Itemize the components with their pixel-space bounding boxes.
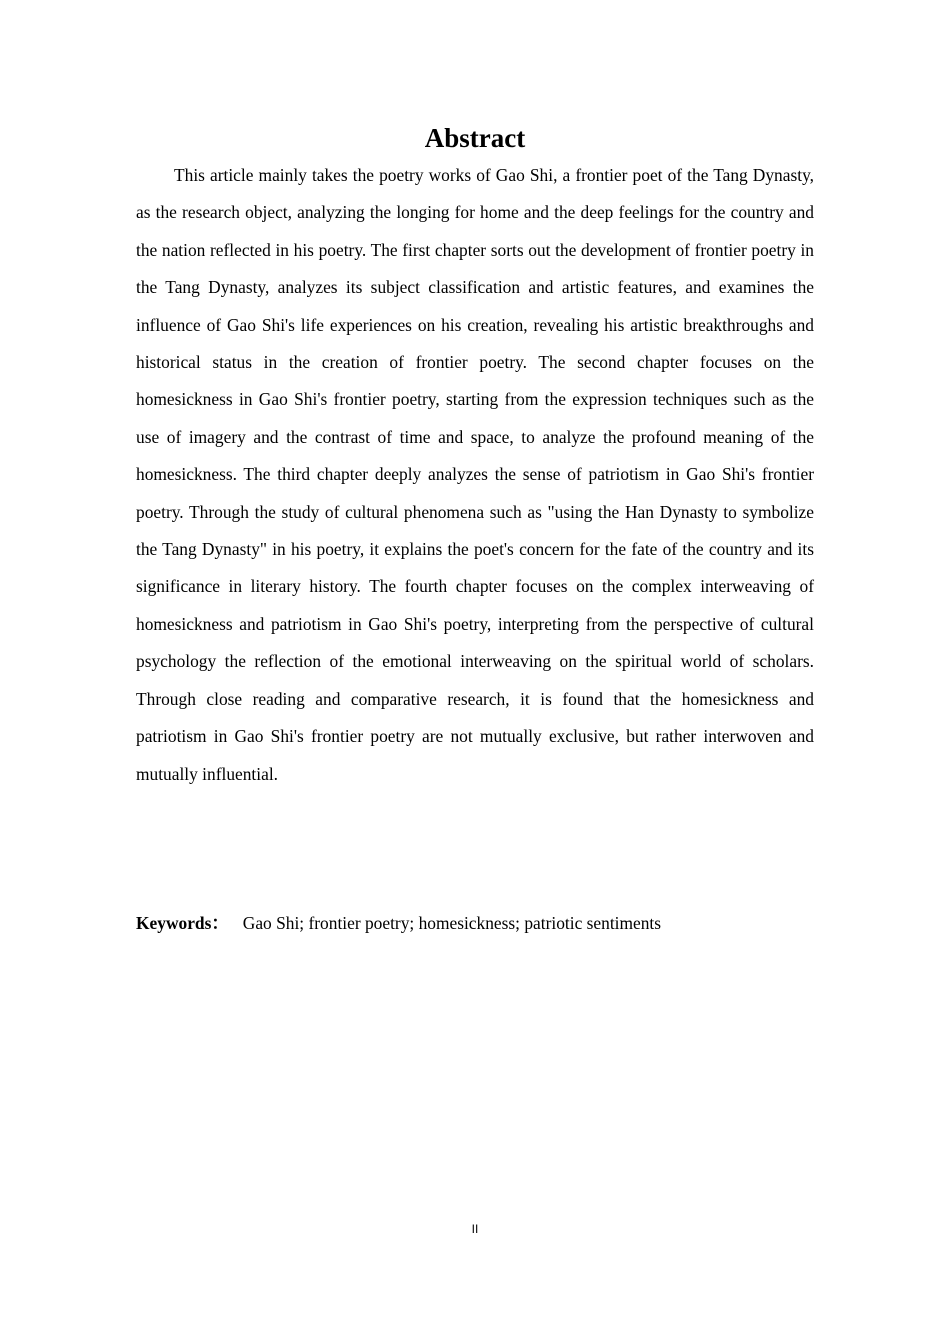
abstract-body: This article mainly takes the poetry works of Gao Shi, a frontier poet of the Tang Dynasty, as the research object, analyzing the longing for home and the deep feelings for the country and the nation reflected in his poetry. The first chapter sorts out the development of frontier poetry in the Tang Dynasty, analyzes its subject classification and artistic features, and examines the influence of Gao Shi's life experiences on his creation, revealing his artistic breakthroughs and historical status in the creation of frontier poetry. The second chapter focuses on the homesickness in Gao Shi's frontier poetry, starting from the expression techniques such as the use of imagery and the contrast of time and space, to analyze the profound meaning of the homesickness. The third chapter deeply analyzes the sense of patriotism in Gao Shi's frontier poetry. Through the study of cultural phenomena such as "using the Han Dynasty to symbolize the Tang Dynasty" in his poetry, it explains the poet's concern for the fate of the country and its significance in literary history. The fourth chapter focuses on the complex interweaving of homesickness and patriotism in Gao Shi's poetry, interpreting from the perspective of cultural psychology the reflection of the emotional interweaving on the spiritual world of scholars. Through close reading and comparative research, it is found that the homesickness and patriotism in Gao Shi's frontier poetry are not mutually exclusive, but rather interwoven and mutually influential. bbox=[136, 165, 814, 784]
page-number: II bbox=[471, 1222, 479, 1236]
keywords-label: Keywords bbox=[136, 913, 212, 933]
keywords-list: Gao Shi; frontier poetry; homesickness; patriotic sentiments bbox=[242, 913, 662, 933]
keywords-separator: ： bbox=[211, 913, 229, 933]
keywords-line bbox=[136, 905, 814, 942]
abstract-title: Abstract bbox=[424, 123, 526, 153]
